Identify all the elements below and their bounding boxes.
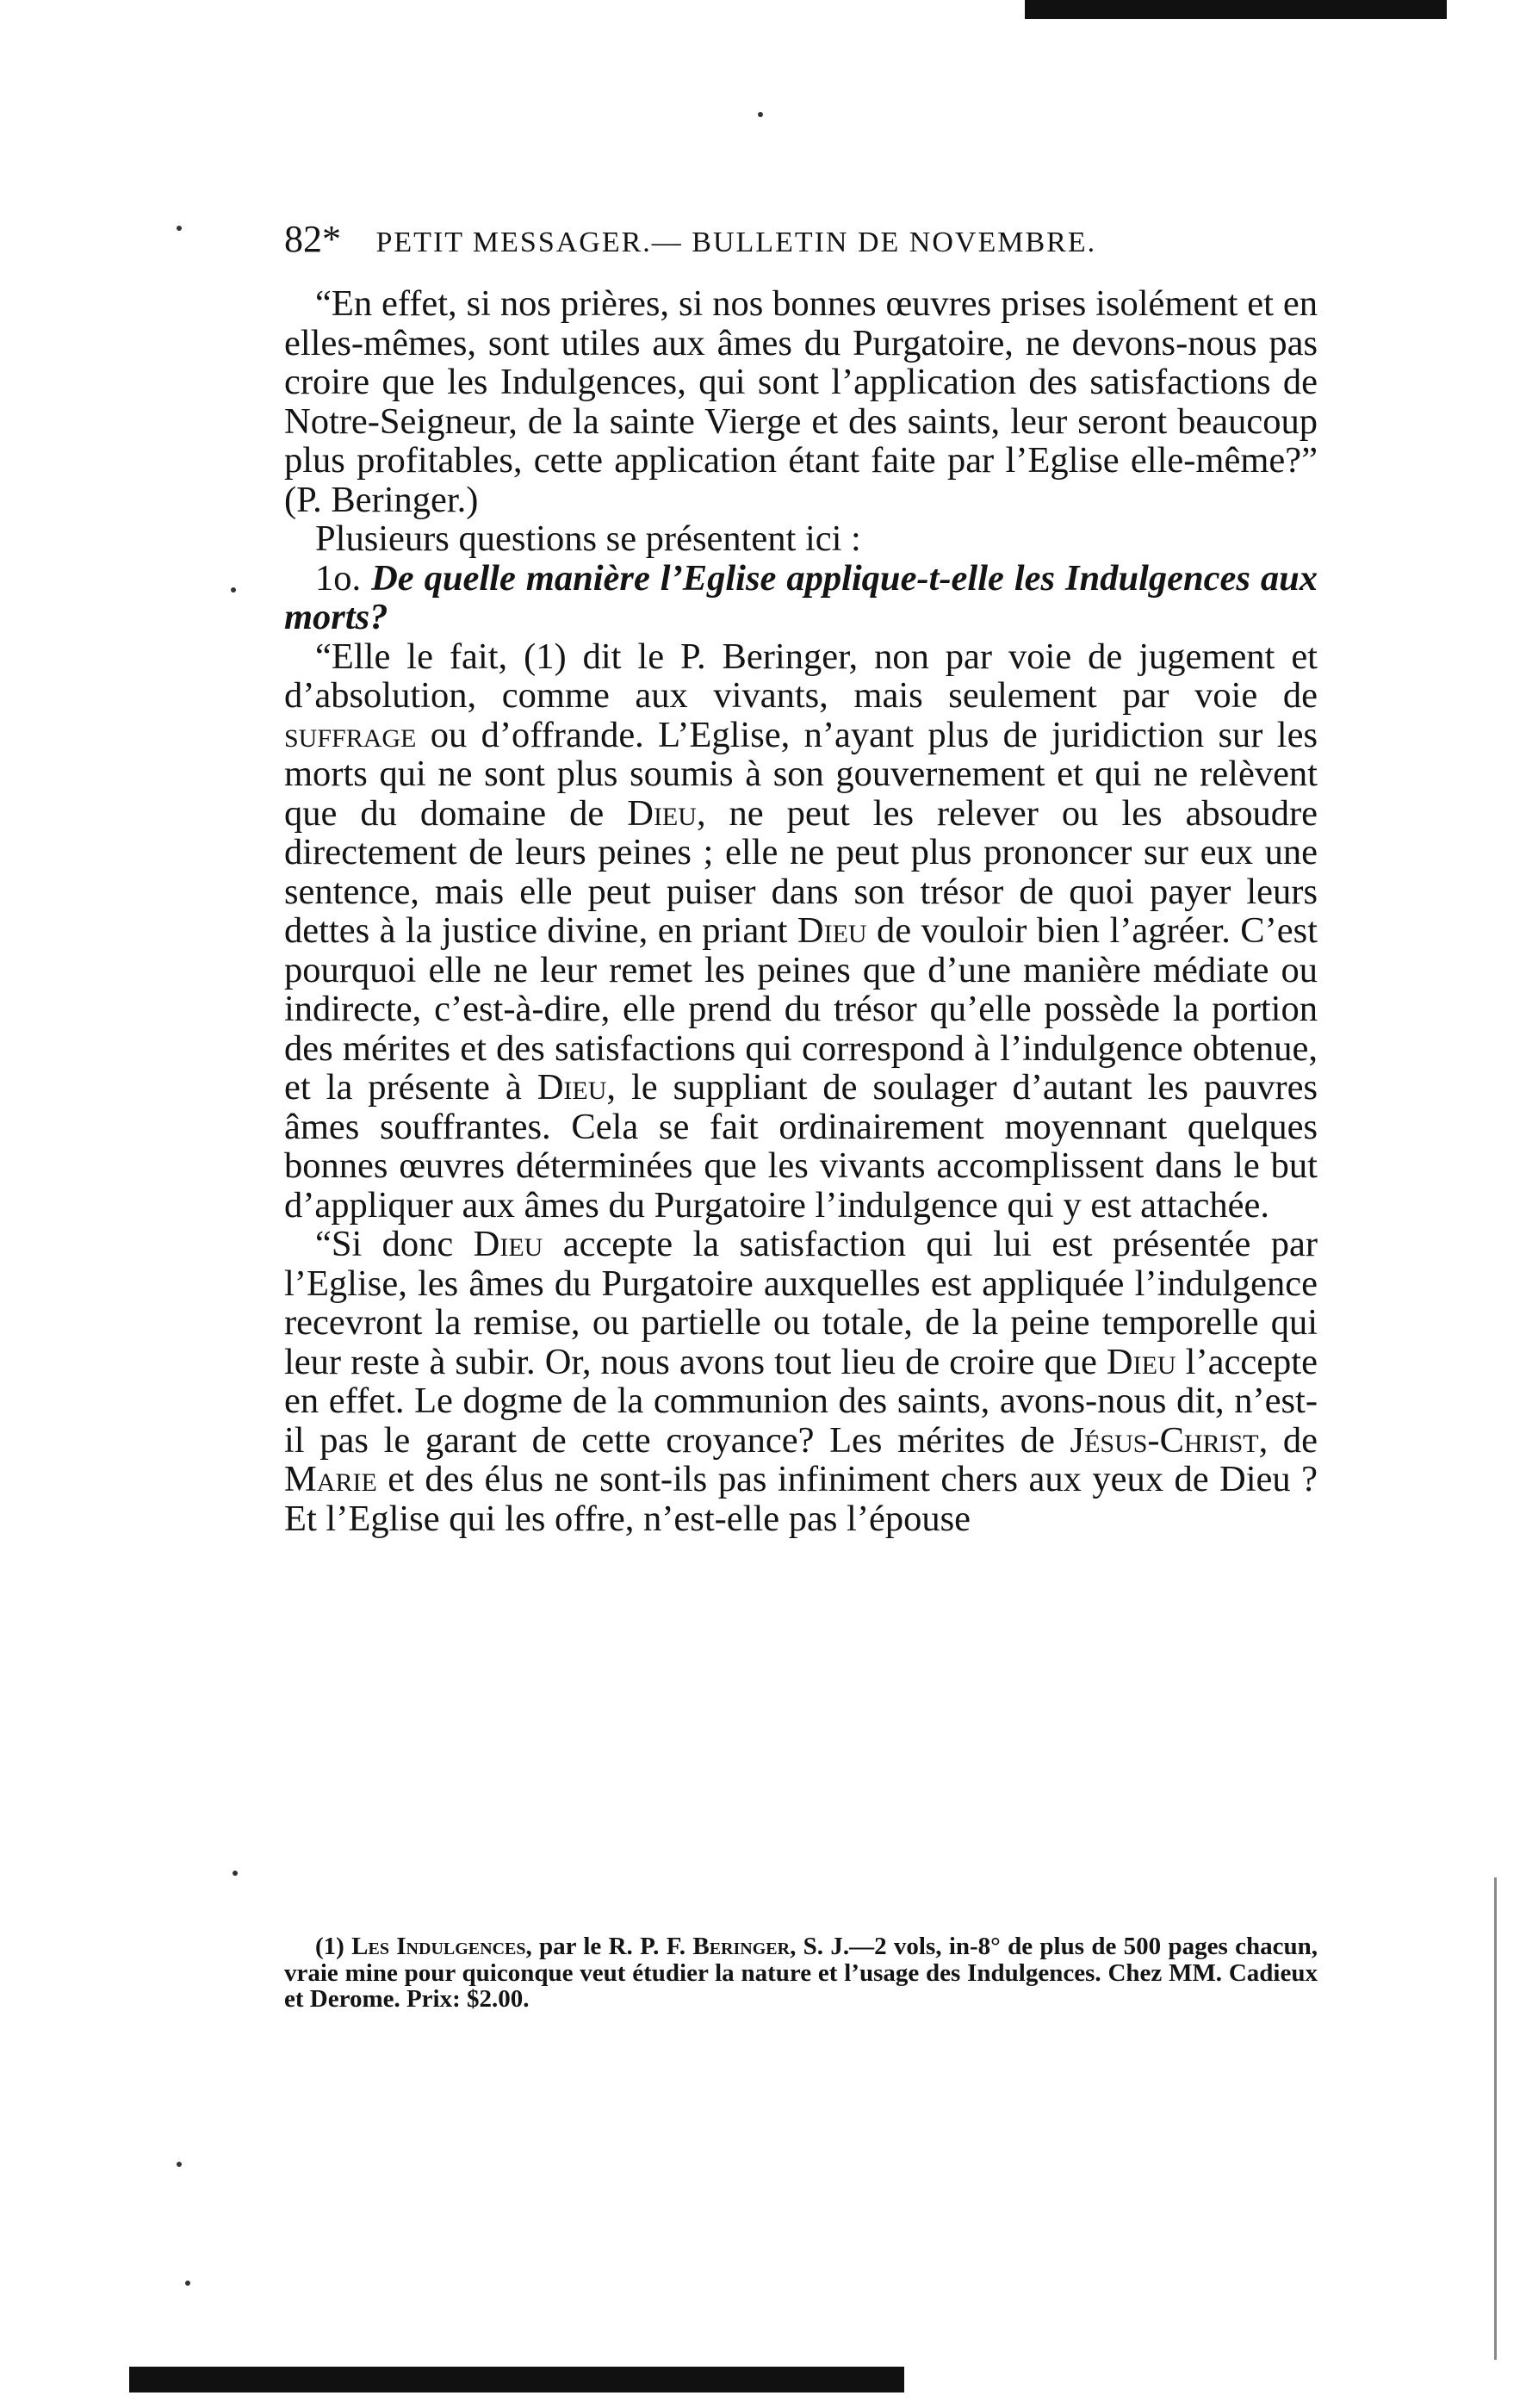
text-run: , de (1258, 1419, 1318, 1461)
top-print-rule (1025, 0, 1447, 19)
question-text: De quelle manière l’Eglise applique-t-elle les Indulgences aux morts? (284, 557, 1318, 637)
ink-speck (758, 112, 763, 117)
text-run: “Si donc (315, 1224, 474, 1264)
text-run: (1) (315, 1933, 352, 1960)
paragraph: “En effet, si nos prières, si nos bonnes œuvres prises isolément et en elles-mêmes, sont utiles aux âmes du Purgatoire, ne devons-nous pas croire que les Indulgences, qui sont l’application des satisfactions de Notre-Seigneur, de la sainte Vierge et des saints, leur seront beaucoup plus profitables, cette application étant faite par l’Eglise elle-même?” (P. Beringer.) (284, 283, 1318, 520)
small-caps-word: Dieu (1106, 1341, 1176, 1382)
small-caps-word: Dieu (537, 1067, 607, 1108)
paragraph: Plusieurs questions se présentent ici : (315, 518, 861, 559)
ink-speck (177, 2162, 182, 2167)
small-caps-word: Jésus-Christ (1070, 1419, 1259, 1461)
text-run: accepte la satisfaction qui lui est présentée par l’Eglise, les âmes du Purgatoire auxquelles est appliquée l’indulgence recevront la remise, ou partielle ou totale, de la peine temporelle qui leur reste à subir. Or, nous avons tout lieu de croire que (284, 1224, 1318, 1382)
text-run: l’accepte en effet. Le dogme de la communion des saints, avons-nous dit, n’est-il pas le garant de cette croyance? Les mérites de (284, 1341, 1318, 1461)
text-run: , S. J.—2 vols, in-8° de plus de 500 pages chacun, vraie mine pour quiconque veut étudier la nature et l’usage des Indulgences. Chez MM. Cadieux et Derome. Prix: $2.00. (284, 1933, 1318, 2013)
question-number: 1o. (315, 557, 362, 599)
small-caps-word: Dieu (627, 792, 697, 834)
small-caps-word: Dieu (797, 910, 867, 951)
footnote (284, 1933, 1318, 2013)
bottom-print-rule (129, 2367, 904, 2392)
question-heading (284, 559, 1318, 637)
ink-speck (177, 226, 182, 231)
paragraph (284, 637, 1318, 1226)
small-caps-word: Marie (284, 1459, 377, 1499)
small-caps-word: Les Indulgences (351, 1933, 526, 1960)
text-run: , le suppliant de soulager d’autant les pauvres âmes souffrantes. Cela se fait ordinairement moyennant quelques bonnes œuvres déterminées que les vivants accomplissent dans le but d’appliquer aux âmes du Purgatoire l’indulgence qui y est attachée. (284, 1067, 1318, 1226)
small-caps-word: suffrage (284, 714, 417, 755)
text-run: , ne peut les relever ou les absoudre directement de leurs peines ; elle ne peut plus prononcer sur eux une sentence, mais elle peut puiser dans son trésor de quoi payer leurs dettes à la justice divine, en priant (284, 792, 1318, 951)
text-run: ou d’offrande. L’Eglise, n’ayant plus de juridiction sur les morts qui ne sont plus soumis à son gouvernement et qui ne relèvent que du domaine de (284, 714, 1318, 834)
text-run: , par le R. P. F. (525, 1933, 693, 1960)
main-text (284, 284, 1318, 1538)
page-number: 82* (284, 218, 341, 260)
text-run: “Elle le fait, (1) dit le P. Beringer, non par voie de jugement et d’absolution, comme aux vivants, mais seulement par voie de (284, 636, 1318, 716)
small-caps-word: Beringer (692, 1933, 791, 1960)
small-caps-word: Dieu (473, 1224, 543, 1264)
margin-line (1494, 1877, 1497, 2360)
ink-speck (185, 2281, 190, 2286)
footnote-text (284, 1933, 1318, 2013)
ink-speck (233, 1871, 238, 1876)
text-run: de vouloir bien l’agréer. C’est pourquoi elle ne leur remet les peines que d’une manière médiate ou indirecte, c’est-à-dire, elle prend du trésor qu’elle possède la portion des mérites et des satisfactions qui correspond à l’indulgence obtenue, et la présente à (284, 910, 1318, 1108)
text-run: et des élus ne sont-ils pas infiniment chers aux yeux de Dieu ? Et l’Eglise qui les offre, n’est-elle pas l’épouse (284, 1459, 1318, 1539)
ink-speck (231, 587, 236, 593)
paragraph (284, 1225, 1318, 1538)
running-header (284, 217, 1318, 261)
running-title: PETIT MESSAGER.— BULLETIN DE NOVEMBRE. (375, 227, 1097, 258)
